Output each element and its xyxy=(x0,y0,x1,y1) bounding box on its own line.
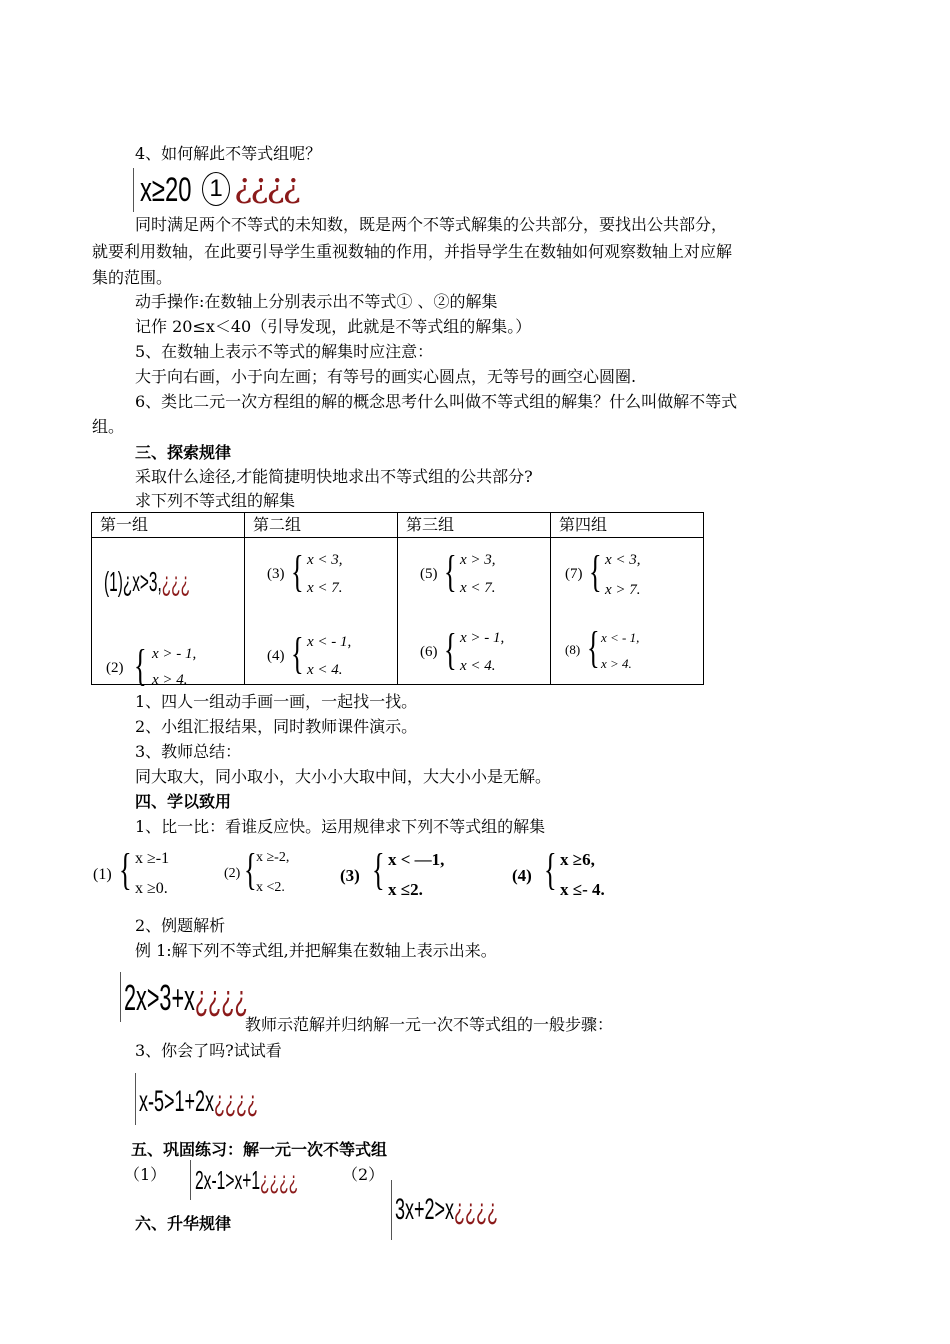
system-row: x < - 1, xyxy=(307,634,352,650)
table-header: 第四组 xyxy=(551,513,704,538)
paragraph: 记作 20≤x＜40（引导发现，此就是不等式组的解集。） xyxy=(135,317,532,336)
system-row: x ≥-2, xyxy=(256,850,290,865)
system-row: x < 4. xyxy=(460,658,496,674)
system-row: x > 3, xyxy=(460,552,496,568)
paragraph: 同大取大，同小取小，大小小大取中间，大大小小是无解。 xyxy=(135,767,552,786)
system-label: (3) xyxy=(340,866,360,885)
paragraph: 3、教师总结： xyxy=(135,742,242,761)
section-title: 五、巩固练习：解一元一次不等式组 xyxy=(131,1140,388,1159)
system-label: (2) xyxy=(106,660,124,676)
system-row: x < —1, xyxy=(388,850,445,869)
system-row: x > 4. xyxy=(152,672,188,688)
table-cell: (1)¿x>3,¿¿¿ (2) { x > - 1, x > 4. xyxy=(92,538,245,685)
system-label: (6) xyxy=(420,644,438,660)
system-row: x ≥-1 xyxy=(135,850,170,867)
example-1-garbled xyxy=(124,976,248,1020)
brace xyxy=(391,1180,392,1240)
garbled-text: ¿¿¿ xyxy=(161,566,190,597)
table-cell: (7) { x < 3, x > 7. (8) { x < - 1, x > 4. xyxy=(551,538,704,685)
system-label: (4) xyxy=(267,648,285,664)
system-row: x ≤- 4. xyxy=(560,880,605,899)
system-label: (2) xyxy=(224,866,241,881)
system-row: x < 3, xyxy=(307,552,343,568)
question-4: 4、如何解此不等式组呢？ xyxy=(135,144,322,163)
label: （1） xyxy=(124,1165,167,1184)
garbled-text: ¿¿¿¿ xyxy=(194,977,248,1018)
system-1-garbled xyxy=(104,562,190,602)
paragraph: 1、四人一组动手画一画，一起找一找。 xyxy=(135,692,418,711)
paragraph: 就要利用数轴，在此要引导学生重视数轴的作用，并指导学生在数轴如何观察数轴上对应解 xyxy=(92,242,733,261)
paragraph: 5、在数轴上表示不等式的解集时应注意： xyxy=(135,342,434,361)
garbled-text: ¿¿¿¿ xyxy=(234,166,299,206)
paragraph: 6、类比二元一次方程组的解的概念思考什么叫做不等式组的解集？什么叫做解不等式 xyxy=(135,392,738,411)
inequality-table xyxy=(91,512,704,690)
system-row: x < - 1, xyxy=(601,630,640,645)
paragraph: 大于向右画，小于向左画；有等号的画实心圆点，无等号的画空心圆圈. xyxy=(135,367,637,386)
system-row: x ≥6, xyxy=(560,850,595,869)
paragraph: 求下列不等式组的解集 xyxy=(135,491,296,510)
paragraph: 集的范围。 xyxy=(92,268,173,287)
system-row: x > 4. xyxy=(601,656,632,671)
system-row: x > - 1, xyxy=(460,630,505,646)
practice-expr: 3x+2>x xyxy=(395,1193,455,1226)
practice-2-garbled xyxy=(395,1192,498,1228)
garbled-text: ¿¿¿¿ xyxy=(454,1193,499,1226)
table-header: 第三组 xyxy=(398,513,551,538)
system-row: x < 3, xyxy=(605,552,641,568)
table-cell: (5) { x > 3, x < 7. (6) { x > - 1, x < 4. xyxy=(398,538,551,685)
brace xyxy=(120,972,121,1022)
paragraph: 同时满足两个不等式的未知数，既是两个不等式解集的公共部分，要找出公共部分， xyxy=(135,215,728,234)
circled-number: 1 xyxy=(202,172,230,206)
brace xyxy=(135,1073,136,1125)
paragraph: 2、例题解析 xyxy=(135,916,226,935)
garbled-text: ¿¿¿¿ xyxy=(260,1165,299,1195)
system-label: (4) xyxy=(512,866,532,885)
paragraph: 1、比一比：看谁反应快。运用规律求下列不等式组的解集 xyxy=(135,817,546,836)
section-title: 六、升华规律 xyxy=(135,1214,232,1233)
system-row: x ≤2. xyxy=(388,880,423,899)
expr: x≥20 xyxy=(140,171,192,209)
table-header: 第一组 xyxy=(92,513,245,538)
system-row: x <2. xyxy=(256,880,285,895)
example-expr: x-5>1+2x xyxy=(139,1085,215,1118)
paragraph: 采取什么途径,才能简捷明快地求出不等式组的公共部分? xyxy=(135,467,533,486)
system-row: x < 7. xyxy=(307,580,343,596)
system-label: (5) xyxy=(420,566,438,582)
table-header: 第二组 xyxy=(245,513,398,538)
paragraph: 例 1:解下列不等式组,并把解集在数轴上表示出来。 xyxy=(135,941,497,960)
example-2-garbled xyxy=(139,1084,258,1120)
system-row: x > - 1, xyxy=(152,646,197,662)
system-label: (7) xyxy=(565,566,583,582)
paragraph: 3、你会了吗?试试看 xyxy=(135,1041,282,1060)
system-1-text: (1)¿x>3, xyxy=(104,566,162,597)
section-title: 四、学以致用 xyxy=(135,792,232,811)
label: （2） xyxy=(342,1165,385,1184)
system-row: x < 7. xyxy=(460,580,496,596)
practice-1-garbled xyxy=(195,1164,298,1196)
paragraph: 2、小组汇报结果，同时教师课件演示。 xyxy=(135,717,418,736)
system-label: (1) xyxy=(93,866,112,883)
paragraph: 动手操作:在数轴上分别表示出不等式① 、②的解集 xyxy=(135,292,498,311)
system-label: (3) xyxy=(267,566,285,582)
table-cell: (3) { x < 3, x < 7. (4) { x < - 1, x < 4. xyxy=(245,538,398,685)
brace xyxy=(133,168,134,212)
system-row: x > 7. xyxy=(605,582,641,598)
system-row: x < 4. xyxy=(307,662,343,678)
garbled-text: ¿¿¿¿ xyxy=(214,1085,259,1118)
section-title: 三、探索规律 xyxy=(135,443,232,462)
practice-expr: 2x-1>x+1 xyxy=(195,1165,261,1195)
paragraph: 教师示范解并归纳解一元一次不等式组的一般步骤： xyxy=(245,1015,614,1034)
brace xyxy=(190,1160,191,1200)
system-label: (8) xyxy=(565,642,581,657)
paragraph: 组。 xyxy=(92,417,125,436)
example-expr: 2x>3+x xyxy=(124,977,195,1018)
system-row: x ≥0. xyxy=(135,880,168,897)
